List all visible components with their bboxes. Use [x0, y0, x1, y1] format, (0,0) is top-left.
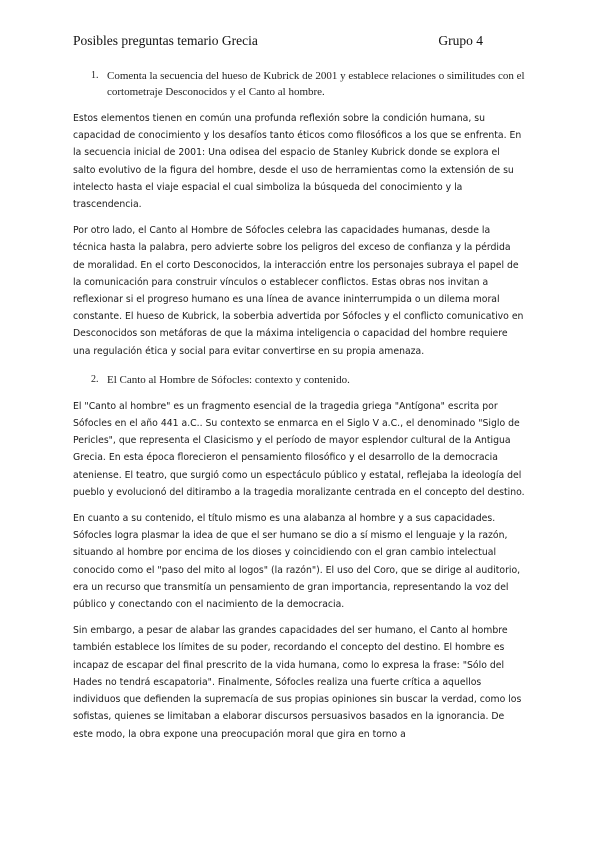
question-1-number: 1. [91, 70, 99, 81]
page-header [73, 33, 483, 49]
question-2-number: 2. [91, 373, 99, 385]
question-2-paragraph-1: El "Canto al hombre" es un fragmento esencial de la tragedia griega "Antígona" escrita por Sófocles en el año 441 a.C.. Su contexto se enmarca en el Siglo V a.C., el denominado "Siglo de Pericles", que representa el Clasicismo y el período de mayor esplendor cultural de la Antigua Grecia. En esta época florecieron el pensamiento filosófico y el desarrollo de la democracia ateniense. El teatro, que surgió como un espectáculo público y estatal, reflejaba la ideología del pueblo y evolucionó del ditirambo a la tragedia moralizante centrada en el concepto del destino. [73, 400, 525, 498]
question-1-section [73, 68, 525, 360]
document-body [73, 68, 525, 752]
question-2-title: El Canto al Hombre de Sófocles: contexto y contenido. [107, 373, 350, 386]
question-2-section [73, 372, 525, 743]
question-1-paragraph-2: Por otro lado, el Canto al Hombre de Sófocles celebra las capacidades humanas, desde la técnica hasta la palabra, pero advierte sobre los peligros del exceso de confianza y la pérdida de moralidad. En el corto Desconocidos, la interacción entre los personajes subraya el papel de la comunicación para construir vínculos o establecer conflictos. Estas obras nos invitan a reflexionar si el progreso humano es una línea de avance ininterrumpida o un dilema moral constante. El hueso de Kubrick, la soberbia advertida por Sófocles y el conflicto comunicativo en Desconocidos son metáforas de que la máxima inteligencia o capacidad del hombre requiere una regulación ética y social para evitar convertirse en su propia amenaza. [73, 225, 524, 357]
question-1-heading [91, 68, 525, 100]
question-1-title: Comenta la secuencia del hueso de Kubrick de 2001 y establece relaciones o similitudes con el cortometraje Desconocidos y el Canto al hombre. [107, 70, 525, 98]
question-2-heading [91, 372, 525, 388]
question-2-paragraph-2: En cuanto a su contenido, el título mismo es una alabanza al hombre y a sus capacidades. Sófocles logra plasmar la idea de que el ser humano se dio a sí mismo el lenguaje y la razón, situando al hombre por encima de los dioses y coincidiendo con el gran cambio intelectual conocido como el "paso del mito al logos" (la razón"). El uso del Coro, que se dirige al auditorio, era un recurso que transmitía un pensamiento de gran importancia, representando la voz del público y conectando con el nacimiento de la democracia. [73, 513, 521, 611]
document-title: Posibles preguntas temario Grecia [73, 33, 258, 48]
question-2-paragraph-3: Sin embargo, a pesar de alabar las grandes capacidades del ser humano, el Canto al hombre también establece los límites de su poder, recordando el concepto del destino. El hombre es incapaz de escapar del final prescrito de la vida humana, como lo expresa la frase: "Sólo del Hades no tendrá escapatoria". Finalmente, Sófocles realiza una fuerte crítica a aquellos individuos que defienden la supremacía de sus propias opiniones sin buscar la verdad, como los sofistas, quienes se limitaban a elaborar discursos persuasivos basados en la ignorancia. De este modo, la obra expone una preocupación moral que gira en torno a [73, 625, 522, 740]
question-1-paragraph-1: Estos elementos tienen en común una profunda reflexión sobre la condición humana, su capacidad de conocimiento y los desafíos tanto éticos como filosóficos a los que se enfrenta. En la secuencia inicial de 2001: Una odisea del espacio de Stanley Kubrick donde se explora el salto evolutivo de la figura del hombre, desde el uso de herramientas como la extensión de su intelecto hasta el viaje espacial el cual simboliza la búsqueda del conocimiento y la trascendencia. [73, 113, 522, 211]
group-label: Grupo 4 [438, 33, 483, 48]
